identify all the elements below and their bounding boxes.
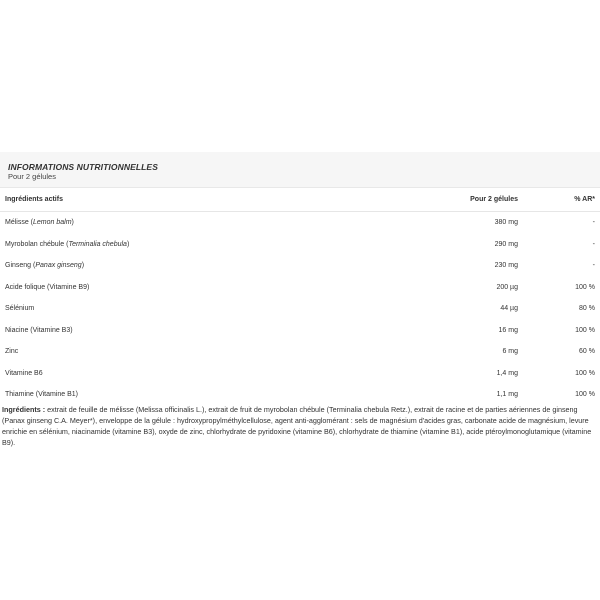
- ingredient-name-text: Thiamine (Vitamine B1): [5, 391, 79, 398]
- ingredients-paragraph: [2, 404, 598, 448]
- table-row: [0, 341, 600, 363]
- table-row: [0, 363, 600, 385]
- ingredient-amount: 230 mg: [494, 262, 518, 269]
- nutrition-header: [0, 152, 600, 188]
- nutrition-table: [0, 188, 600, 406]
- ingredient-name-text: Zinc: [5, 348, 19, 355]
- nutrition-subtitle: Pour 2 gélules: [8, 172, 56, 181]
- nutrition-title: INFORMATIONS NUTRITIONNELLES: [8, 162, 158, 172]
- table-row: [0, 277, 600, 299]
- ingredient-name: [0, 212, 420, 234]
- ingredient-name: [0, 298, 420, 320]
- ingredient-name-text: Niacine (Vitamine B3): [5, 326, 73, 334]
- ingredient-latin-name: Panax ginseng: [35, 262, 82, 269]
- ingredient-amount: 380 mg: [494, 219, 518, 226]
- ingredient-ar-percent: 100 %: [575, 326, 595, 334]
- table-row: [0, 234, 600, 256]
- ingredient-name-text: Acide folique (Vitamine B9): [5, 283, 90, 291]
- ingredient-ar-percent: -: [592, 240, 595, 248]
- ingredient-name: [0, 320, 420, 342]
- table-header-row: [0, 188, 600, 212]
- ingredient-amount: 1,4 mg: [496, 369, 518, 377]
- ingredient-ar-percent: 80 %: [579, 305, 595, 312]
- table-row: [0, 320, 600, 342]
- ingredient-name-text: Mélisse (: [5, 219, 34, 226]
- ingredient-amount: 44 µg: [500, 305, 518, 312]
- ingredient-name: [0, 234, 420, 256]
- ingredient-name: [0, 255, 420, 277]
- ingredient-amount: 290 mg: [494, 240, 518, 248]
- ingredient-latin-name: Terminalia chebula: [68, 240, 127, 248]
- column-header-ar: % AR*: [518, 188, 600, 212]
- ingredient-ar-percent: 100 %: [575, 283, 595, 291]
- table-row: [0, 298, 600, 320]
- table-row: [0, 212, 600, 234]
- ingredient-latin-name: Lemon balm: [33, 219, 72, 226]
- ingredient-ar-percent: 100 %: [575, 369, 595, 377]
- ingredient-name-text: Vitamine B6: [5, 369, 43, 377]
- ingredients-label: Ingrédients :: [2, 405, 46, 414]
- ingredient-name-suffix: ): [71, 219, 74, 226]
- column-header-amount: Pour 2 gélules: [420, 188, 518, 212]
- column-header-ingredient: Ingrédients actifs: [0, 188, 420, 212]
- ingredient-ar-percent: 100 %: [575, 391, 595, 398]
- ingredient-name: [0, 363, 420, 385]
- ingredient-name: [0, 341, 420, 363]
- ingredient-ar-percent: 60 %: [579, 348, 595, 355]
- ingredients-text: extrait de feuille de mélisse (Melissa officinalis L.), extrait de fruit de myrobolan chébule (Terminalia chebula Retz.), extrait de racine et de parties aériennes de ginseng (Panax ginseng C.A. Meyer*), enveloppe de la gélule : hydroxypropylméthylcellulose, agent anti-agglomérant : sels de magnésium d'acides gras, carbonate acide de magnésium, levure enrichie en sélénium, niacinamide (vitamine B3), oxyde de zinc, chlorhydrate de pyridoxine (vitamine B6), chlorhydrate de thiamine (vitamine B1), acide ptéroylmonoglutamique (vitamine B9).: [2, 405, 592, 447]
- table-row: [0, 384, 600, 406]
- ingredient-name-suffix: ): [81, 262, 85, 269]
- nutrition-panel: [0, 152, 600, 406]
- ingredient-ar-percent: -: [592, 262, 595, 269]
- ingredient-amount: 16 mg: [498, 326, 518, 334]
- ingredient-name-text: Myrobolan chébule (: [5, 240, 69, 248]
- ingredient-name-text: Sélénium: [5, 305, 35, 312]
- ingredient-name: [0, 277, 420, 299]
- table-body: [0, 212, 600, 406]
- ingredient-amount: 1,1 mg: [496, 391, 518, 398]
- table-row: [0, 255, 600, 277]
- ingredient-name: [0, 384, 420, 406]
- ingredient-amount: 6 mg: [502, 348, 518, 355]
- ingredient-name-text: Ginseng (: [5, 262, 36, 269]
- ingredient-ar-percent: -: [592, 219, 595, 226]
- ingredient-amount: 200 µg: [496, 283, 518, 291]
- ingredient-name-suffix: ): [126, 240, 130, 248]
